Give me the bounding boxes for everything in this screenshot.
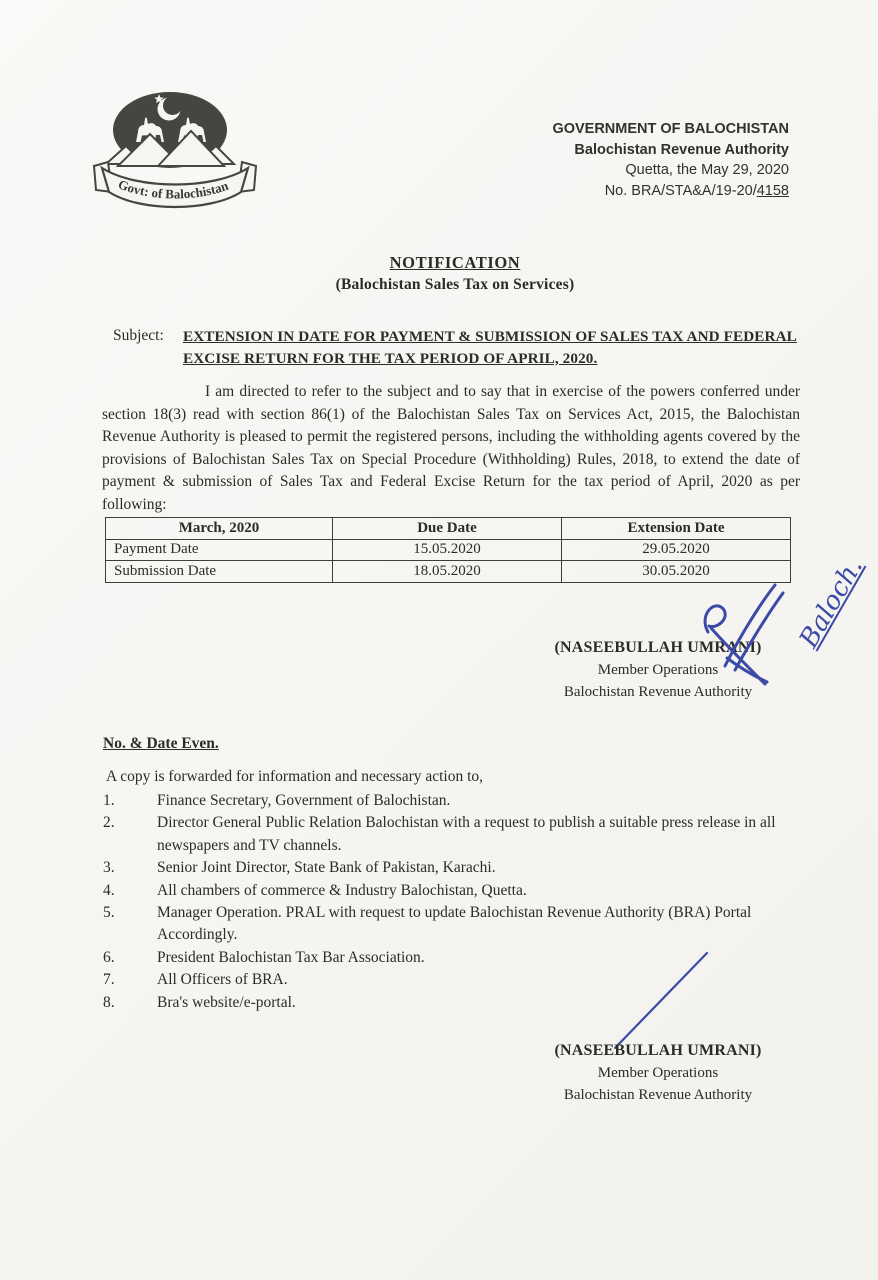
signatory-name: (NASEEBULLAH UMRANI) (554, 639, 762, 656)
subject-text: EXTENSION IN DATE FOR PAYMENT & SUBMISSION OF SALES TAX AND FEDERAL EXCISE RETURN FOR THE TAX PERIOD OF APRIL, 2020. (183, 328, 797, 367)
item-text: All chambers of commerce & Industry Balochistan, Quetta. (157, 881, 527, 899)
notification-title: NOTIFICATION (389, 253, 521, 272)
letterhead (552, 119, 789, 201)
item-text: Finance Secretary, Government of Balochistan. (157, 792, 451, 809)
header-place-date: Quetta, the May 29, 2020 (625, 162, 789, 178)
notification-subtitle: (Balochistan Sales Tax on Services) (335, 276, 575, 293)
body-paragraph: I am directed to refer to the subject and to say that in exercise of the powers conferred under section 18(3) read with section 86(1) of the Balochistan Sales Tax on Services Act, 2015, the Balochistan Revenue Authority is pleased to permit the registered persons, including the withholding agents covered by the provisions of Balochistan Sales Tax on Special Procedure (Withholding) Rules, 2018, to extend the date of payment & submission of Sales Tax and Federal Excise Return for the tax period of April, 2020 as per following: (102, 383, 800, 513)
item-text: All Officers of BRA. (157, 971, 288, 989)
header-ref-prefix: No. BRA/STA&A/19-20/ (604, 182, 757, 199)
item-text: Bra's website/e-portal. (157, 993, 296, 1011)
table-header-cell: Extension Date (562, 518, 791, 540)
table-cell: Payment Date (106, 539, 333, 561)
item-number: 7. (103, 971, 115, 989)
handwritten-baloch-note: Baloch. (794, 552, 870, 653)
signature-block-top (468, 637, 848, 703)
item-number: 8. (103, 993, 115, 1011)
list-item (103, 857, 809, 879)
logo-banner-text: Govt: of Balochistan (116, 176, 231, 202)
item-text: Manager Operation. PRAL with request to update Balochistan Revenue Authority (BRA) Portal Accordingly. (157, 904, 752, 944)
list-item (103, 902, 809, 947)
table-row (106, 561, 791, 583)
signatory-org: Balochistan Revenue Authority (563, 684, 753, 700)
header-org-name: GOVERNMENT OF BALOCHISTAN (552, 121, 789, 137)
table-header-cell: March, 2020 (106, 518, 333, 540)
item-text: President Balochistan Tax Bar Association. (157, 948, 425, 966)
item-number: 5. (103, 904, 115, 922)
dates-table (105, 517, 791, 583)
title-block (16, 253, 878, 294)
header-ref-number: 4158 (756, 182, 789, 199)
table-row (106, 539, 791, 561)
signatory-org: Balochistan Revenue Authority (563, 1087, 753, 1103)
item-number: 2. (103, 814, 115, 832)
signatory-title: Member Operations (597, 1065, 719, 1081)
item-number: 1. (103, 792, 115, 809)
item-text: Director General Public Relation Balochistan with a request to publish a suitable press release in all newspapers and TV channels. (157, 814, 776, 854)
table-header-cell: Due Date (333, 518, 562, 540)
list-item (103, 947, 809, 969)
distribution-list (103, 790, 809, 1014)
list-item (103, 880, 809, 902)
list-item (103, 812, 809, 857)
header-ref-line (552, 181, 789, 202)
item-number: 6. (103, 948, 115, 966)
item-number: 4. (103, 881, 115, 899)
item-text: Senior Joint Director, State Bank of Pakistan, Karachi. (157, 859, 496, 877)
list-item (103, 992, 809, 1014)
logo-banner (94, 162, 256, 207)
table-cell: 15.05.2020 (333, 539, 562, 561)
distribution-intro: A copy is forwarded for information and necessary action to, (106, 768, 484, 785)
list-item (103, 790, 809, 812)
table-cell: 29.05.2020 (562, 539, 791, 561)
table-header-row (106, 518, 791, 540)
item-number: 3. (103, 859, 115, 877)
table-cell: Submission Date (106, 561, 333, 583)
list-item (103, 969, 809, 991)
govt-crest-icon (92, 86, 258, 224)
signatory-name: (NASEEBULLAH UMRANI) (554, 1042, 762, 1059)
table-cell: 18.05.2020 (333, 561, 562, 583)
subject-label: Subject: (113, 327, 164, 344)
signature-block-bottom (468, 1040, 848, 1106)
header-dept-name: Balochistan Revenue Authority (574, 141, 789, 158)
signatory-title: Member Operations (597, 662, 719, 678)
table-cell: 30.05.2020 (562, 561, 791, 583)
govt-logo (92, 86, 258, 224)
distribution-heading: No. & Date Even. (103, 735, 219, 752)
